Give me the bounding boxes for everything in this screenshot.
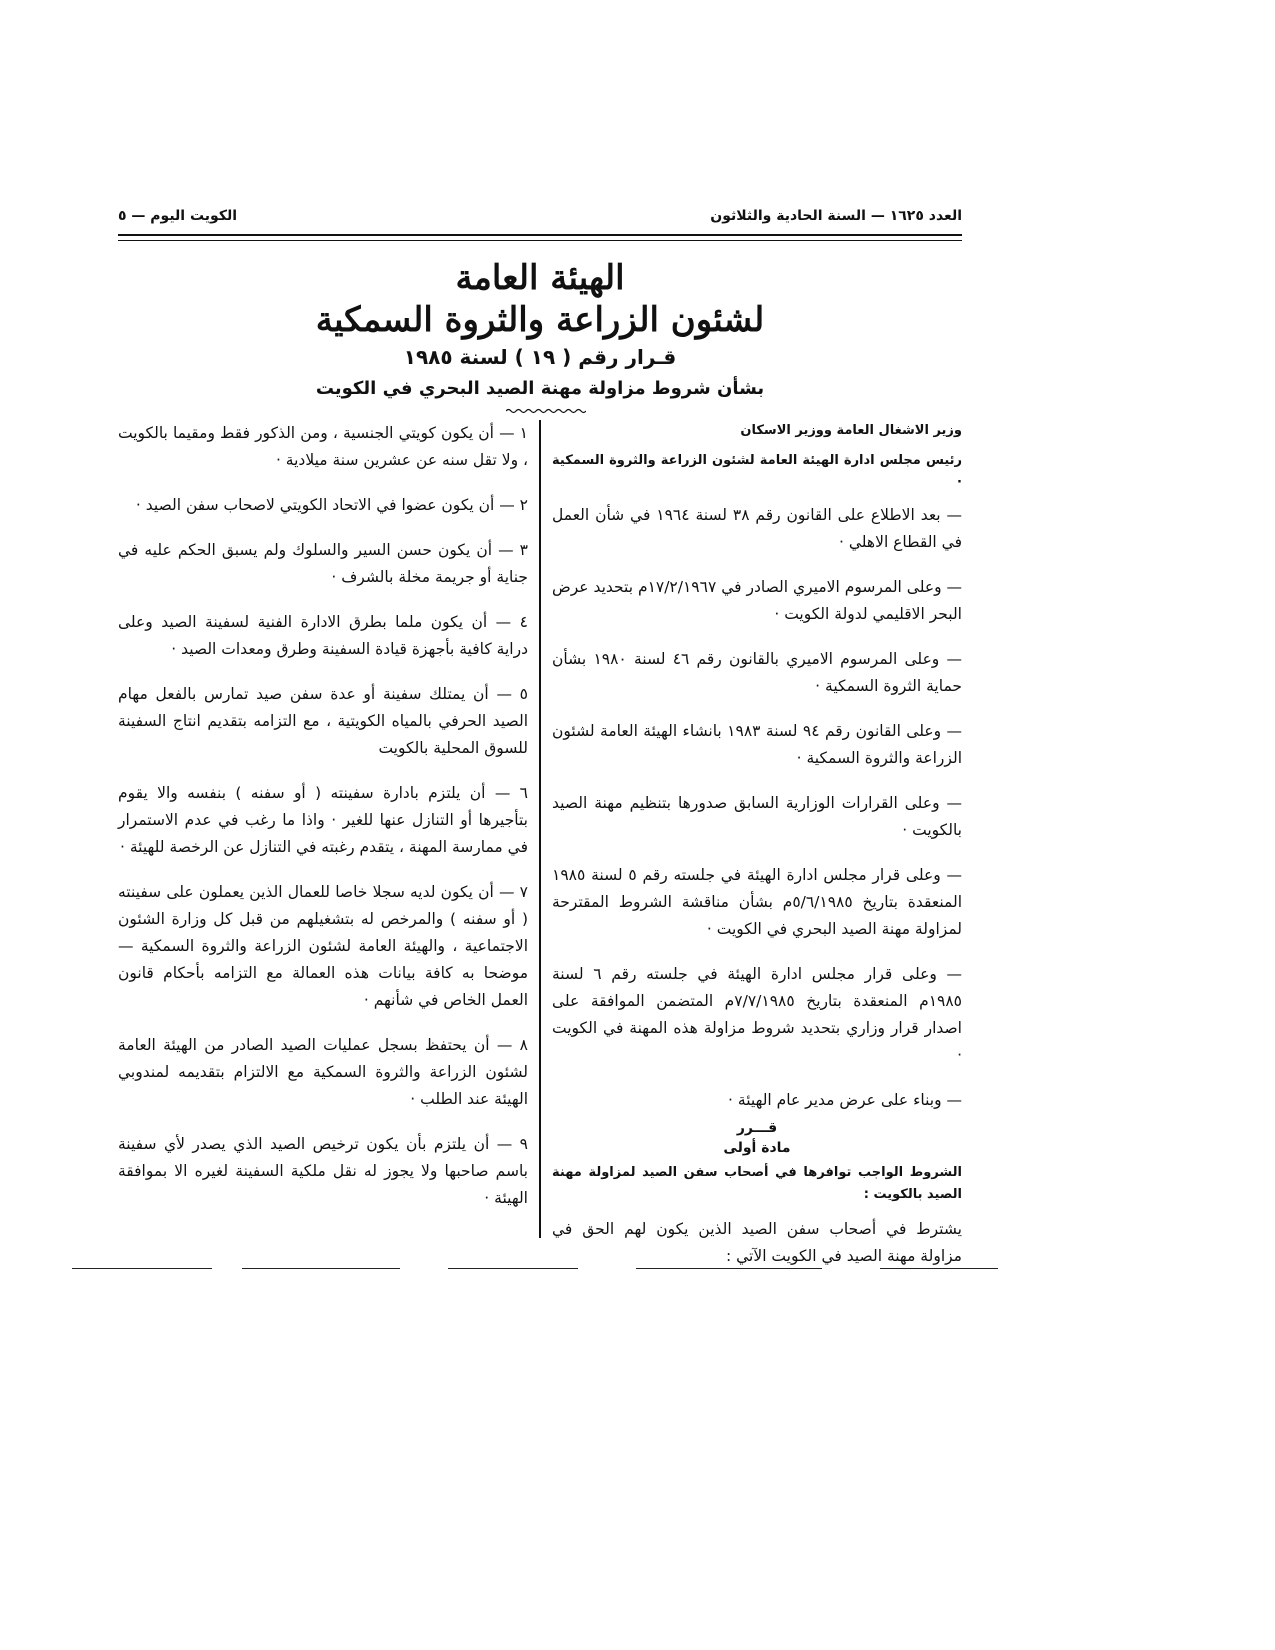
condition-item: ١ — أن يكون كويتي الجنسية ، ومن الذكور فقط ومقيما بالكويت ، ولا تقل سنه عن عشرين سنة ميلادية ·	[118, 424, 528, 469]
recital: — وعلى قرار مجلس ادارة الهيئة في جلسته رقم ٦ لسنة ١٩٨٥م المنعقدة بتاريخ ٧/٧/١٩٨٥م المتضمن الموافقة على اصدار قرار وزاري بتحديد شروط مزاولة هذه المهنة في الكويت ·	[552, 965, 963, 1064]
page-label: الكويت اليوم — ٥	[118, 208, 238, 224]
recital: — وعلى المرسوم الاميري الصادر في ١٧/٢/١٩٦٧م بتحديد عرض البحر الاقليمي لدولة الكويت ·	[551, 578, 962, 623]
footer-rule	[448, 1268, 578, 1269]
article-heading: مادة أولى	[723, 1140, 791, 1156]
decision-subject: بشأن شروط مزاولة مهنة الصيد البحري في الكويت	[315, 378, 765, 399]
recital: — وعلى القرارات الوزارية السابق صدورها بتنظيم مهنة الصيد بالكويت ·	[552, 794, 962, 839]
condition-item: ٤ — أن يكون ملما بطرق الادارة الفنية لسفينة الصيد وعلى دراية كافية بأجهزة قيادة السفينة وطرق ومعدات الصيد ·	[118, 613, 528, 658]
issue-number: العدد ١٦٢٥ — السنة الحادية والثلاثون	[710, 208, 962, 224]
recital: — وعلى القانون رقم ٩٤ لسنة ١٩٨٣ بانشاء الهيئة العامة لشئون الزراعة والثروة السمكية ·	[552, 722, 962, 767]
conditions-column	[118, 420, 528, 1230]
footer-rule	[72, 1268, 212, 1269]
condition-item: ٣ — أن يكون حسن السير والسلوك ولم يسبق الحكم عليه في جناية أو جريمة مخلة بالشرف ·	[118, 541, 528, 586]
condition-item: ٩ — أن يلتزم بأن يكون ترخيص الصيد الذي يصدر لأي سفينة باسم صاحبها ولا يجوز له نقل ملكية السفينة لغيره الا بموافقة الهيئة ·	[118, 1135, 528, 1207]
running-head	[118, 208, 962, 230]
condition-item: ٧ — أن يكون لديه سجلا خاصا للعمال الذين يعملون على سفينته ( أو سفنه ) والمرخص له بتشغيلهم من قبل كل وزارة الشئون الاجتماعية ، والهيئة العامة لشئون الزراعة والثروة السمكية — موضحا به كافة بيانات هذه العمالة مع التزامه بأحكام قانون العمل الخاص في شأنهم ·	[118, 883, 528, 1009]
recital: — وعلى المرسوم الاميري بالقانون رقم ٤٦ لسنة ١٩٨٠ بشأن حماية الثروة السمكية ·	[552, 650, 962, 695]
recital: — وعلى قرار مجلس ادارة الهيئة في جلسته رقم ٥ لسنة ١٩٨٥ المنعقدة بتاريخ ٥/٦/١٩٨٥م بشأن مناقشة الشروط المقترحة لمزاولة مهنة الصيد البحري في الكويت ·	[552, 866, 962, 938]
minister-title: وزير الاشغال العامة ووزير الاسكان	[740, 423, 962, 438]
preamble-column	[552, 420, 962, 1288]
condition-item: ٢ — أن يكون عضوا في الاتحاد الكويتي لاصحاب سفن الصيد ·	[135, 496, 528, 514]
chairman-title: رئيس مجلس ادارة الهيئة العامة لشئون الزراعة والثروة السمكية ·	[552, 453, 962, 490]
condition-item: ٦ — أن يلتزم بادارة سفينته ( أو سفنه ) بنفسه والا يقوم بتأجيرها أو التنازل عنها للغير · واذا ما رغب في عدم الاستمرار في ممارسة المهنة ، يتقدم رغبته في التنازل عن الرخصة للهيئة ·	[118, 784, 528, 856]
condition-item: ٨ — أن يحتفظ بسجل عمليات الصيد الصادر من الهيئة العامة لشئون الزراعة والثروة السمكية مع الالتزام بتقديمه لمندوبي الهيئة عند الطلب ·	[118, 1036, 528, 1108]
decides-heading: قـــرر	[736, 1120, 778, 1136]
title-ornament	[506, 408, 586, 414]
header-rule	[118, 234, 962, 241]
authority-name-line1: الهيئة العامة	[455, 258, 625, 298]
column-divider	[539, 420, 541, 1238]
footer-rule	[636, 1268, 822, 1269]
decision-number: قـرار رقم ( ١٩ ) لسنة ١٩٨٥	[403, 345, 677, 369]
recital: — وبناء على عرض مدير عام الهيئة ·	[728, 1091, 962, 1109]
authority-name-line2: لشئون الزراعة والثروة السمكية	[315, 300, 765, 340]
recital: — بعد الاطلاع على القانون رقم ٣٨ لسنة ١٩٦٤ في شأن العمل في القطاع الاهلي ·	[552, 506, 962, 551]
footer-rule	[242, 1268, 400, 1269]
conditions-title: الشروط الواجب توافرها في أصحاب سفن الصيد لمزاولة مهنة الصيد بالكويت :	[552, 1165, 962, 1202]
footer-rule	[880, 1268, 998, 1269]
conditions-intro: يشترط في أصحاب سفن الصيد الذين يكون لهم الحق في مزاولة مهنة الصيد في الكويت الآتي :	[552, 1220, 962, 1265]
condition-item: ٥ — أن يمتلك سفينة أو عدة سفن صيد تمارس بالفعل مهام الصيد الحرفي بالمياه الكويتية ، مع التزامه بتقديم انتاج السفينة للسوق المحلية بالكويت	[118, 685, 528, 757]
